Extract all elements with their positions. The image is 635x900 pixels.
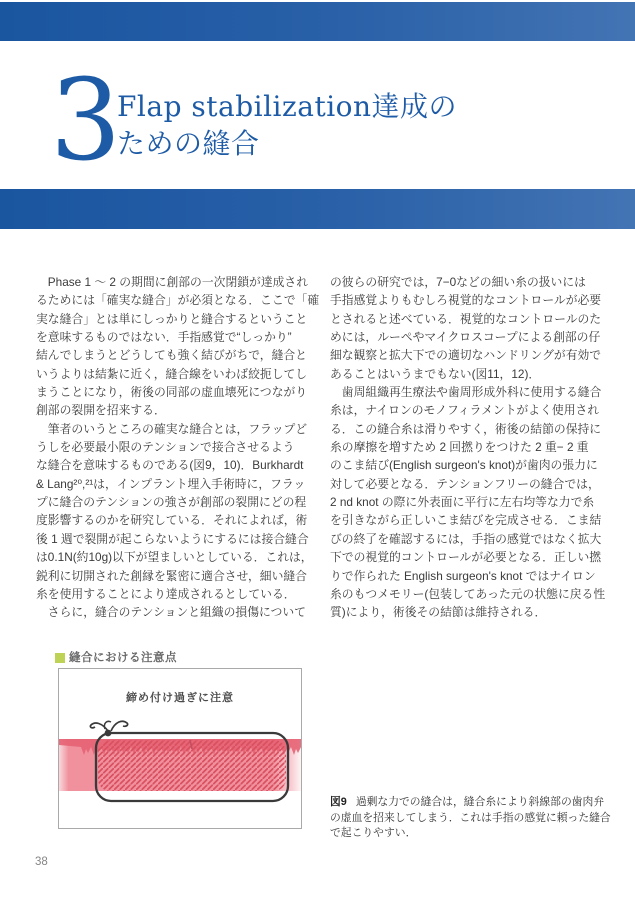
- figure-annotation: 締め付け過ぎに注意: [126, 692, 234, 704]
- text-line: とされると述べている．視覚的なコントロールのた: [330, 311, 602, 326]
- text-line: あることはいうまでもない(図11，12)．: [330, 366, 541, 381]
- text-line: の彼らの研究では，7−0などの細い糸の扱いには: [330, 275, 586, 289]
- text-line: 細な観察と拡大下での適切なハンドリングが有効で: [330, 348, 602, 363]
- chapter-title-line1: Flap stabilization達成の: [117, 90, 458, 123]
- figure-caption-rest: [330, 811, 620, 842]
- text-line: いうよりは結紮に近く，縫合線をいわば絞扼してし: [36, 366, 308, 381]
- text-line: 糸の摩擦を増すため 2 回撚りをつけた 2 重− 2 重: [330, 440, 589, 455]
- text-line: プに縫合のテンションの強さが創部の裂開にどの程: [36, 495, 307, 510]
- text-line: のこま結び(English surgeon's knot)が歯肉の張力に: [330, 458, 598, 473]
- text-line: る．この縫合糸は滑りやすく，術後の結節の保持に: [330, 421, 602, 436]
- figure-section-heading: [55, 649, 177, 663]
- text-line: で起こりやすい．: [330, 827, 417, 839]
- header-top-bar: [0, 2, 635, 41]
- text-line: びの終了を確認するには，手指の感覚ではなく拡大: [330, 531, 602, 546]
- text-line: 創部の裂開を招来する．: [36, 403, 166, 418]
- green-square-bullet-icon: [55, 653, 65, 663]
- text-line: 歯周組織再生療法や歯周形成外科に使用する縫合: [330, 385, 602, 400]
- text-line: 結んでしまうとどうしても強く結びがちで，縫合と: [36, 348, 307, 363]
- chapter-number: 3: [50, 56, 122, 186]
- text-line: を意味するものではない．手指感覚で“しっかり”: [36, 330, 292, 345]
- chapter-title-line2: ための縫合: [117, 127, 260, 160]
- text-line: 筆者のいうところの確実な縫合とは，フラップど: [36, 421, 308, 436]
- text-line: & Lang²⁰,²¹は，インプラント埋入手術時に，フラッ: [36, 476, 306, 491]
- text-line: 実な縫合」とは単にしっかりと縫合するということ: [36, 311, 308, 326]
- text-line: うしを必要最小限のテンションで接合させるよう: [36, 440, 295, 455]
- text-line: さらに，縫合のテンションと組織の損傷について: [36, 605, 306, 620]
- text-line: まうことになり，術後の同部の虚血壊死につながり: [36, 385, 308, 400]
- header-bottom-bar: [0, 189, 635, 229]
- figure-box: [58, 668, 302, 829]
- text-line: 後 1 週で裂開が起こらないようにするには接合縫合: [36, 531, 309, 546]
- text-line: 対して必要となる．テンションフリーの縫合では，: [330, 476, 600, 491]
- text-line: るためには「確実な縫合」が必須となる．ここで「確: [36, 293, 320, 308]
- chapter-title: [117, 88, 457, 162]
- text-line: 度影響するのかを研究している．それによれば，術: [36, 513, 308, 528]
- text-line: 糸は，ナイロンのモノフィラメントがよく使用され: [330, 403, 600, 418]
- figure-caption-text: 過剰な力での縫合は，縫合糸により斜線部の歯肉弁: [355, 796, 605, 808]
- figure-caption-label: 図9: [330, 796, 347, 808]
- text-line: Phase 1 〜 2 の期間に創部の一次閉鎖が達成され: [36, 275, 309, 289]
- text-line: は0.1N(約10g)以下が望ましいとしている．これは，: [36, 550, 313, 565]
- text-line: 手指感覚よりもむしろ視覚的なコントロールが必要: [330, 293, 602, 308]
- text-line: 下での視覚的コントロールが必要となる．正しい撚: [330, 550, 602, 565]
- text-line: りで作られた English surgeon's knot ではナイロン: [330, 568, 596, 583]
- page-number: 38: [35, 856, 48, 868]
- text-line: 糸のもつメモリー(包装してあった元の状態に戻る性: [330, 586, 606, 601]
- suture-thread-end-right: [111, 721, 128, 731]
- body-column-left: [36, 273, 321, 622]
- figure-section-heading-text: 縫合における注意点: [69, 652, 177, 664]
- body-column-right: [330, 273, 615, 622]
- figure-caption-first-line: [330, 795, 620, 811]
- text-line: 糸を使用することにより達成されるとしている．: [36, 586, 296, 601]
- text-line: の虚血を招来してしまう．これは手指の感覚に頼った縫合: [330, 811, 611, 824]
- text-line: 2 nd knot の際に外表面に平行に左右均等な力で糸: [330, 495, 595, 510]
- text-line: な縫合を意味するものである(図9，10)．Burkhardt: [36, 458, 304, 473]
- text-line: を引きながら正しいこま結びを完成させる．こま結: [330, 513, 602, 528]
- text-line: めには，ルーペやマイクロスコープによる創部の仔: [330, 330, 601, 345]
- text-line: 鋭利に切開された創縁を緊密に適合させ，細い縫合: [36, 568, 307, 583]
- text-line: 質)により，術後その結節は維持される．: [330, 605, 547, 620]
- figure-caption: [330, 795, 620, 842]
